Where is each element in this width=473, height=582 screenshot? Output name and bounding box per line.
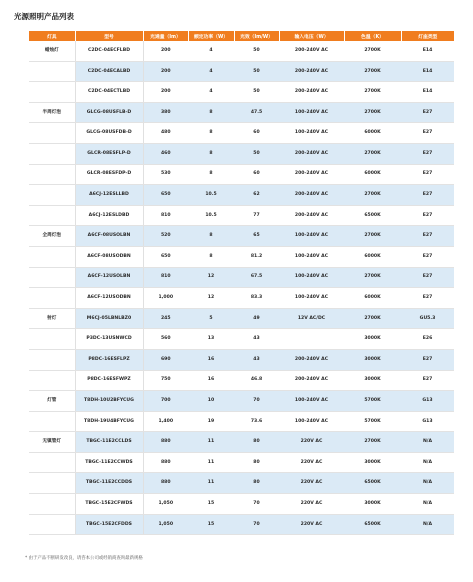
- cell-model: C2DC-04ECTLBD: [75, 82, 143, 103]
- table-row: [29, 514, 454, 535]
- cell-lumen: 200: [143, 82, 188, 103]
- cell-category: [29, 164, 75, 185]
- cell-base: E26: [401, 329, 454, 350]
- table-row: [29, 143, 454, 164]
- table-row: [29, 494, 454, 515]
- cell-category: [29, 288, 75, 309]
- cell-lumen: 1,400: [143, 411, 188, 432]
- table-row: [29, 185, 454, 206]
- cell-model: A6CF-08USODBN: [75, 246, 143, 267]
- cell-efficacy: 62: [234, 185, 279, 206]
- cell-lumen: 245: [143, 308, 188, 329]
- cell-voltage: 220V AC: [279, 452, 344, 473]
- cell-voltage: 200-240V AC: [279, 143, 344, 164]
- cell-category: [29, 185, 75, 206]
- cell-efficacy: 67.5: [234, 267, 279, 288]
- cell-lumen: 690: [143, 349, 188, 370]
- cell-lumen: 880: [143, 473, 188, 494]
- table-row: [29, 246, 454, 267]
- table-row: [29, 452, 454, 473]
- cell-power: 11: [188, 432, 234, 453]
- cell-lumen: 530: [143, 164, 188, 185]
- cell-model: P8DC-16ESFWPZ: [75, 370, 143, 391]
- cell-lumen: 1,000: [143, 288, 188, 309]
- cell-voltage: 220V AC: [279, 473, 344, 494]
- cell-power: 8: [188, 123, 234, 144]
- cell-category: [29, 370, 75, 391]
- table-row: [29, 349, 454, 370]
- cell-category: [29, 452, 75, 473]
- cell-base: GU5.3: [401, 308, 454, 329]
- cell-cct: 3000K: [344, 370, 401, 391]
- header-efficacy: 光效（lm/W）: [234, 31, 279, 41]
- cell-lumen: 460: [143, 143, 188, 164]
- cell-voltage: 200-240V AC: [279, 185, 344, 206]
- cell-model: M6CJ-05LBNLBZ0: [75, 308, 143, 329]
- cell-model: GLCG-08USFLB-D: [75, 102, 143, 123]
- cell-category: [29, 61, 75, 82]
- cell-voltage: 200-240V AC: [279, 41, 344, 61]
- cell-model: GLCR-08ESFLP-D: [75, 143, 143, 164]
- cell-lumen: 810: [143, 267, 188, 288]
- cell-base: E27: [401, 288, 454, 309]
- cell-voltage: 200-240V AC: [279, 205, 344, 226]
- cell-voltage: 100-240V AC: [279, 391, 344, 412]
- cell-model: TBGC-11E2CCDDS: [75, 473, 143, 494]
- header-model: 型号: [75, 31, 143, 41]
- table-row: [29, 391, 454, 412]
- cell-voltage: 200-240V AC: [279, 82, 344, 103]
- cell-efficacy: 80: [234, 473, 279, 494]
- table-body: [29, 41, 454, 535]
- cell-category: 无镇管灯: [29, 432, 75, 453]
- table-row: [29, 329, 454, 350]
- table-row: [29, 82, 454, 103]
- cell-base: E27: [401, 267, 454, 288]
- cell-power: 10.5: [188, 185, 234, 206]
- cell-model: C2DC-04ECALBD: [75, 61, 143, 82]
- header-voltage: 输入电压（W）: [279, 31, 344, 41]
- cell-lumen: 520: [143, 226, 188, 247]
- cell-cct: 6000K: [344, 123, 401, 144]
- cell-cct: 2700K: [344, 82, 401, 103]
- cell-power: 5: [188, 308, 234, 329]
- cell-power: 15: [188, 514, 234, 535]
- cell-cct: 5700K: [344, 411, 401, 432]
- cell-efficacy: 46.8: [234, 370, 279, 391]
- cell-category: 射灯: [29, 308, 75, 329]
- cell-lumen: 880: [143, 452, 188, 473]
- cell-model: P3DC-13USNWCD: [75, 329, 143, 350]
- cell-voltage: 12V AC/DC: [279, 308, 344, 329]
- cell-lumen: 480: [143, 123, 188, 144]
- cell-cct: 3000K: [344, 452, 401, 473]
- cell-power: 10.5: [188, 205, 234, 226]
- cell-power: 19: [188, 411, 234, 432]
- cell-cct: 2700K: [344, 61, 401, 82]
- cell-voltage: 100-240V AC: [279, 267, 344, 288]
- cell-efficacy: 70: [234, 391, 279, 412]
- cell-efficacy: 80: [234, 452, 279, 473]
- cell-power: 13: [188, 329, 234, 350]
- cell-voltage: 220V AC: [279, 494, 344, 515]
- cell-base: N/A: [401, 473, 454, 494]
- cell-lumen: 380: [143, 102, 188, 123]
- cell-base: E27: [401, 102, 454, 123]
- cell-cct: 6000K: [344, 288, 401, 309]
- cell-lumen: 650: [143, 185, 188, 206]
- cell-lumen: 750: [143, 370, 188, 391]
- cell-category: 灯管: [29, 391, 75, 412]
- cell-efficacy: 60: [234, 123, 279, 144]
- table-row: [29, 164, 454, 185]
- product-table: [29, 31, 454, 535]
- cell-efficacy: 50: [234, 82, 279, 103]
- cell-voltage: 220V AC: [279, 432, 344, 453]
- cell-lumen: 200: [143, 41, 188, 61]
- cell-power: 8: [188, 246, 234, 267]
- cell-power: 10: [188, 391, 234, 412]
- cell-voltage: 200-240V AC: [279, 370, 344, 391]
- cell-lumen: 1,050: [143, 514, 188, 535]
- cell-cct: 2700K: [344, 185, 401, 206]
- cell-base: E27: [401, 246, 454, 267]
- cell-efficacy: 60: [234, 164, 279, 185]
- cell-lumen: 650: [143, 246, 188, 267]
- cell-base: N/A: [401, 452, 454, 473]
- cell-model: A6CJ-12ESLLBD: [75, 185, 143, 206]
- cell-cct: 2700K: [344, 226, 401, 247]
- cell-cct: 2700K: [344, 41, 401, 61]
- cell-efficacy: 50: [234, 41, 279, 61]
- cell-voltage: 220V AC: [279, 514, 344, 535]
- table-header: [29, 31, 454, 41]
- footnote: * 由于产品不断研发改良，请咨本公司或经销商查询最新规格: [25, 556, 143, 561]
- cell-lumen: 200: [143, 61, 188, 82]
- cell-base: N/A: [401, 432, 454, 453]
- header-power: 额定功率（W）: [188, 31, 234, 41]
- table-row: [29, 370, 454, 391]
- cell-cct: 6000K: [344, 246, 401, 267]
- cell-category: 半周灯泡: [29, 102, 75, 123]
- cell-power: 11: [188, 452, 234, 473]
- table-row: [29, 411, 454, 432]
- cell-efficacy: 80: [234, 432, 279, 453]
- cell-efficacy: 70: [234, 494, 279, 515]
- cell-power: 16: [188, 349, 234, 370]
- cell-category: [29, 267, 75, 288]
- cell-lumen: 810: [143, 205, 188, 226]
- cell-base: G13: [401, 411, 454, 432]
- cell-category: [29, 329, 75, 350]
- cell-power: 8: [188, 102, 234, 123]
- cell-model: GLCR-08ESFDP-D: [75, 164, 143, 185]
- cell-category: [29, 143, 75, 164]
- cell-efficacy: 83.3: [234, 288, 279, 309]
- cell-category: [29, 473, 75, 494]
- cell-category: [29, 494, 75, 515]
- cell-base: E27: [401, 226, 454, 247]
- table-row: [29, 308, 454, 329]
- header-base: 灯座类型: [401, 31, 454, 41]
- cell-voltage: 100-240V AC: [279, 411, 344, 432]
- cell-efficacy: 50: [234, 61, 279, 82]
- cell-category: [29, 514, 75, 535]
- cell-efficacy: 65: [234, 226, 279, 247]
- cell-base: E14: [401, 61, 454, 82]
- table-row: [29, 226, 454, 247]
- cell-efficacy: 70: [234, 514, 279, 535]
- cell-cct: 2700K: [344, 308, 401, 329]
- cell-cct: 6500K: [344, 473, 401, 494]
- cell-base: G13: [401, 391, 454, 412]
- cell-power: 11: [188, 473, 234, 494]
- table-row: [29, 41, 454, 61]
- cell-voltage: 100-240V AC: [279, 226, 344, 247]
- cell-cct: 3000K: [344, 329, 401, 350]
- cell-efficacy: 43: [234, 329, 279, 350]
- cell-efficacy: 47.5: [234, 102, 279, 123]
- cell-category: [29, 82, 75, 103]
- cell-voltage: 200-240V AC: [279, 164, 344, 185]
- cell-category: 蜡烛灯: [29, 41, 75, 61]
- cell-lumen: 560: [143, 329, 188, 350]
- cell-model: A6CF-12USOLBN: [75, 267, 143, 288]
- cell-voltage: 200-240V AC: [279, 61, 344, 82]
- cell-category: [29, 411, 75, 432]
- cell-model: A6CF-08USOLBN: [75, 226, 143, 247]
- cell-category: [29, 246, 75, 267]
- cell-cct: 2700K: [344, 102, 401, 123]
- table-row: [29, 123, 454, 144]
- cell-power: 4: [188, 82, 234, 103]
- cell-model: TBGC-15E2CFWDS: [75, 494, 143, 515]
- cell-efficacy: 50: [234, 143, 279, 164]
- header-fixture: 灯具: [29, 31, 75, 41]
- cell-power: 12: [188, 267, 234, 288]
- cell-model: A6CF-12USODBN: [75, 288, 143, 309]
- cell-voltage: 100-240V AC: [279, 246, 344, 267]
- cell-base: E27: [401, 370, 454, 391]
- cell-efficacy: 77: [234, 205, 279, 226]
- cell-lumen: 700: [143, 391, 188, 412]
- cell-model: TBGC-11E2CCWDS: [75, 452, 143, 473]
- cell-base: E27: [401, 164, 454, 185]
- cell-model: C2DC-04ECFLBD: [75, 41, 143, 61]
- cell-category: [29, 349, 75, 370]
- cell-category: [29, 123, 75, 144]
- cell-base: E14: [401, 41, 454, 61]
- cell-cct: 3000K: [344, 494, 401, 515]
- table-row: [29, 102, 454, 123]
- cell-cct: 5700K: [344, 391, 401, 412]
- cell-power: 8: [188, 143, 234, 164]
- table-row: [29, 432, 454, 453]
- cell-model: A6CJ-12ESLDBD: [75, 205, 143, 226]
- cell-base: E27: [401, 143, 454, 164]
- cell-model: T8DH-19U4BFYCUG: [75, 411, 143, 432]
- cell-efficacy: 73.6: [234, 411, 279, 432]
- cell-cct: 2700K: [344, 432, 401, 453]
- cell-efficacy: 81.2: [234, 246, 279, 267]
- cell-base: N/A: [401, 494, 454, 515]
- cell-power: 8: [188, 226, 234, 247]
- header-row: [29, 31, 454, 41]
- cell-power: 8: [188, 164, 234, 185]
- cell-voltage: 100-240V AC: [279, 102, 344, 123]
- cell-lumen: 1,050: [143, 494, 188, 515]
- cell-lumen: 880: [143, 432, 188, 453]
- cell-category: [29, 205, 75, 226]
- cell-voltage: 100-240V AC: [279, 123, 344, 144]
- cell-model: TBGC-11E2CCLDS: [75, 432, 143, 453]
- cell-model: T8DH-10U2BFYCUG: [75, 391, 143, 412]
- cell-cct: 2700K: [344, 143, 401, 164]
- table-row: [29, 267, 454, 288]
- cell-cct: 2700K: [344, 267, 401, 288]
- cell-voltage: 200-240V AC: [279, 349, 344, 370]
- cell-cct: 6500K: [344, 514, 401, 535]
- cell-base: E27: [401, 123, 454, 144]
- cell-model: P8DC-16ESFLPZ: [75, 349, 143, 370]
- cell-cct: 3000K: [344, 349, 401, 370]
- cell-power: 12: [188, 288, 234, 309]
- cell-base: N/A: [401, 514, 454, 535]
- cell-voltage: [279, 329, 344, 350]
- cell-cct: 6500K: [344, 205, 401, 226]
- cell-model: GLCG-08USFDB-D: [75, 123, 143, 144]
- table-row: [29, 288, 454, 309]
- cell-base: E27: [401, 349, 454, 370]
- table-row: [29, 473, 454, 494]
- header-lumen: 光通量（lm）: [143, 31, 188, 41]
- table-row: [29, 205, 454, 226]
- cell-category: 全周灯泡: [29, 226, 75, 247]
- cell-efficacy: 43: [234, 349, 279, 370]
- cell-power: 4: [188, 41, 234, 61]
- cell-base: E27: [401, 185, 454, 206]
- cell-power: 4: [188, 61, 234, 82]
- cell-base: E14: [401, 82, 454, 103]
- table-row: [29, 61, 454, 82]
- cell-model: TBGC-15E2CFDDS: [75, 514, 143, 535]
- cell-power: 15: [188, 494, 234, 515]
- cell-power: 16: [188, 370, 234, 391]
- page-title: 光源照明产品列表: [14, 12, 74, 21]
- cell-voltage: 100-240V AC: [279, 288, 344, 309]
- cell-efficacy: 49: [234, 308, 279, 329]
- header-cct: 色温（K）: [344, 31, 401, 41]
- cell-base: E27: [401, 205, 454, 226]
- cell-cct: 6000K: [344, 164, 401, 185]
